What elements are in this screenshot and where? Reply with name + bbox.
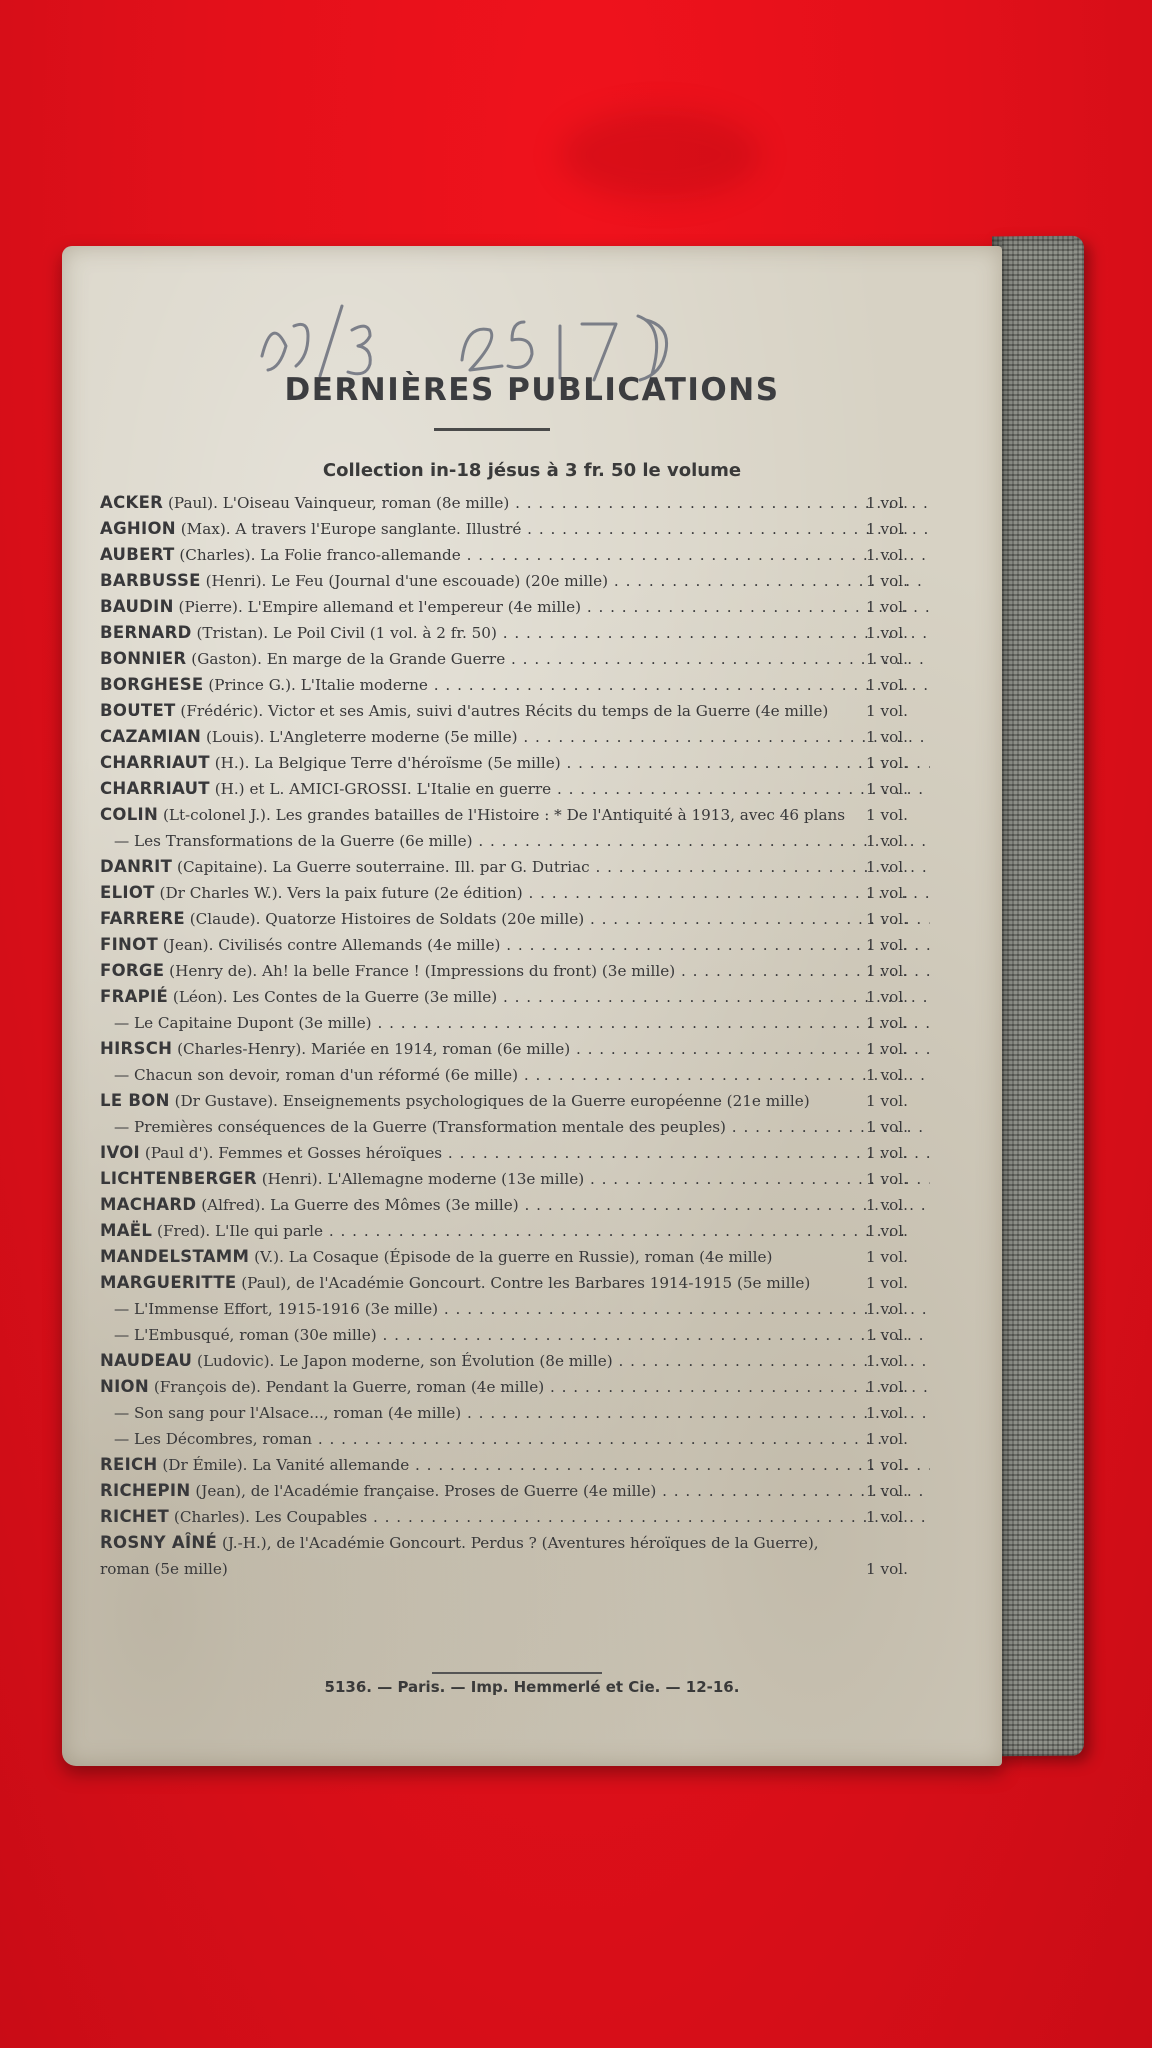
entry-title: (Henry de). Ah! la belle France ! (Impressions du front) (3e mille)	[169, 962, 676, 980]
publication-entry	[100, 854, 930, 880]
entry-title: Son sang pour l'Alsace..., roman (4e mille)	[134, 1404, 462, 1422]
entry-title: (Dr Charles W.). Vers la paix future (2e édition)	[159, 884, 523, 902]
printer-imprint: 5136. — Paris. — Imp. Hemmerlé et Cie. — 12-16.	[324, 1678, 740, 1696]
publication-entry	[100, 1114, 930, 1140]
entry-volume-count: 1 vol.	[866, 1560, 908, 1578]
entry-volume-count: 1 vol.	[866, 572, 908, 590]
entry-author: ELIOT	[100, 883, 155, 902]
entry-title: (Frédéric). Victor et ses Amis, suivi d'autres Récits du temps de la Guerre (4e mille)	[180, 702, 829, 720]
entry-title: (Paul d'). Femmes et Gosses héroïques	[144, 1144, 443, 1162]
publication-entry	[100, 542, 930, 568]
entry-volume-count: 1 vol.	[866, 1274, 908, 1292]
page-title: DERNIÈRES PUBLICATIONS	[284, 372, 780, 408]
publication-entry	[100, 490, 930, 516]
entry-author: LICHTENBERGER	[100, 1169, 257, 1188]
publication-entry	[100, 516, 930, 542]
publication-entry	[100, 1296, 930, 1322]
entry-title: (Dr Gustave). Enseignements psychologiques de la Guerre européenne (21e mille)	[174, 1092, 810, 1110]
publication-entry	[100, 568, 930, 594]
entry-author: NAUDEAU	[100, 1351, 193, 1370]
entry-volume-count: 1 vol.	[866, 598, 908, 616]
entry-title: (Paul). L'Oiseau Vainqueur, roman (8e mille)	[167, 494, 510, 512]
entry-author: —	[114, 1066, 130, 1084]
entry-author: CHARRIAUT	[100, 753, 210, 772]
entry-author: CHARRIAUT	[100, 779, 210, 798]
entry-author: REICH	[100, 1455, 158, 1474]
publication-entry	[100, 724, 930, 750]
entry-author: BAUDIN	[100, 597, 174, 616]
entry-author: RICHEPIN	[100, 1481, 191, 1500]
entry-volume-count: 1 vol.	[866, 1014, 908, 1032]
publication-entry	[100, 1504, 930, 1530]
entry-title: (Jean), de l'Académie française. Proses de Guerre (4e mille)	[195, 1482, 657, 1500]
background-stain	[560, 110, 760, 200]
publication-entry	[100, 1400, 930, 1426]
publication-entry	[100, 1192, 930, 1218]
entry-author: —	[114, 1404, 130, 1422]
entry-volume-count: 1 vol.	[866, 910, 908, 928]
entry-volume-count: 1 vol.	[866, 1378, 908, 1396]
entry-title: (Ludovic). Le Japon moderne, son Évolution (8e mille)	[197, 1352, 613, 1370]
publication-entry	[100, 1478, 930, 1504]
entry-author: MARGUERITTE	[100, 1273, 237, 1292]
entry-title: Premières conséquences de la Guerre (Transformation mentale des peuples)	[134, 1118, 726, 1136]
entry-author: HIRSCH	[100, 1039, 173, 1058]
publication-entry	[100, 776, 930, 802]
publication-entry	[100, 1426, 930, 1452]
entry-volume-count: 1 vol.	[866, 546, 908, 564]
entry-volume-count: 1 vol.	[866, 728, 908, 746]
entry-author: FARRERE	[100, 909, 185, 928]
entry-title: Les Transformations de la Guerre (6e mille)	[134, 832, 473, 850]
publication-entry	[100, 1062, 930, 1088]
entry-author: MACHARD	[100, 1195, 197, 1214]
entry-title: Les Décombres, roman	[134, 1430, 312, 1448]
entry-author: BARBUSSE	[100, 571, 201, 590]
entry-volume-count: 1 vol.	[866, 1118, 908, 1136]
publication-list	[100, 490, 930, 1582]
entry-volume-count: 1 vol.	[866, 780, 908, 798]
entry-title: (François de). Pendant la Guerre, roman (4e mille)	[153, 1378, 545, 1396]
entry-title: (Charles). La Folie franco-allemande	[179, 546, 461, 564]
entry-title: (Tristan). Le Poil Civil (1 vol. à 2 fr. 50)	[196, 624, 497, 642]
entry-author: BERNARD	[100, 623, 192, 642]
entry-volume-count: 1 vol.	[866, 1040, 908, 1058]
publication-entry	[100, 1244, 930, 1270]
entry-volume-count: 1 vol.	[866, 832, 908, 850]
publication-entry	[100, 750, 930, 776]
entry-title: (H.) et L. AMICI-GROSSI. L'Italie en guerre	[214, 780, 552, 798]
collection-subtitle: Collection in-18 jésus à 3 fr. 50 le volume	[322, 460, 742, 481]
entry-title: (Claude). Quatorze Histoires de Soldats (20e mille)	[189, 910, 585, 928]
entry-author: FRAPIÉ	[100, 987, 169, 1006]
entry-author: DANRIT	[100, 857, 173, 876]
publication-entry	[100, 1036, 930, 1062]
entry-title: (Max). A travers l'Europe sanglante. Illustré	[180, 520, 522, 538]
entry-volume-count: 1 vol.	[866, 1222, 908, 1240]
entry-title: (Gaston). En marge de la Grande Guerre	[191, 650, 506, 668]
entry-volume-count: 1 vol.	[866, 1456, 908, 1474]
publication-entry	[100, 1348, 930, 1374]
entry-author: —	[114, 1014, 130, 1032]
back-cover	[62, 246, 1002, 1766]
publication-entry	[100, 1322, 930, 1348]
entry-title: (Louis). L'Angleterre moderne (5e mille)	[205, 728, 518, 746]
entry-author: —	[114, 1300, 130, 1318]
publication-entry	[100, 672, 930, 698]
publication-entry	[100, 1010, 930, 1036]
entry-author: CAZAMIAN	[100, 727, 202, 746]
entry-author: FORGE	[100, 961, 165, 980]
entry-volume-count: 1 vol.	[866, 936, 908, 954]
publication-entry	[100, 594, 930, 620]
book	[62, 236, 1082, 1776]
entry-author: —	[114, 1326, 130, 1344]
publication-entry	[100, 1140, 930, 1166]
entry-volume-count: 1 vol.	[866, 1300, 908, 1318]
entry-volume-count: 1 vol.	[866, 988, 908, 1006]
entry-title: (Henri). Le Feu (Journal d'une escouade) (20e mille)	[205, 572, 609, 590]
entry-title: Chacun son devoir, roman d'un réformé (6e mille)	[134, 1066, 518, 1084]
entry-title: (Jean). Civilisés contre Allemands (4e mille)	[162, 936, 501, 954]
entry-volume-count: 1 vol.	[866, 1144, 908, 1162]
entry-volume-count: 1 vol.	[866, 624, 908, 642]
title-divider	[434, 428, 550, 431]
entry-volume-count: 1 vol.	[866, 858, 908, 876]
publication-entry	[100, 958, 930, 984]
entry-title: (Charles-Henry). Mariée en 1914, roman (6e mille)	[177, 1040, 571, 1058]
entry-volume-count: 1 vol.	[866, 884, 908, 902]
entry-author: COLIN	[100, 805, 159, 824]
publication-entry	[100, 1530, 930, 1582]
entry-author: BORGHESE	[100, 675, 204, 694]
entry-author: ROSNY AÎNÉ	[100, 1533, 218, 1552]
publication-entry	[100, 1166, 930, 1192]
publication-entry	[100, 646, 930, 672]
entry-title: (Capitaine). La Guerre souterraine. Ill. par G. Dutriac	[177, 858, 590, 876]
entry-title: (Pierre). L'Empire allemand et l'empereur (4e mille)	[178, 598, 581, 616]
entry-title: (V.). La Cosaque (Épisode de la guerre en Russie), roman (4e mille)	[254, 1248, 773, 1266]
entry-title: (J.-H.), de l'Académie Goncourt. Perdus ? (Aventures héroïques de la Guerre), roman (5e mille)	[100, 1534, 819, 1578]
publication-entry	[100, 906, 930, 932]
entry-volume-count: 1 vol.	[866, 1196, 908, 1214]
entry-volume-count: 1 vol.	[866, 1066, 908, 1084]
entry-volume-count: 1 vol.	[866, 1092, 908, 1110]
entry-volume-count: 1 vol.	[866, 1248, 908, 1266]
publication-entry	[100, 984, 930, 1010]
entry-title: (Charles). Les Coupables	[173, 1508, 368, 1526]
entry-title: (H.). La Belgique Terre d'héroïsme (5e mille)	[214, 754, 561, 772]
entry-title: (Fred). L'Ile qui parle	[157, 1222, 324, 1240]
entry-volume-count: 1 vol.	[866, 806, 908, 824]
entry-volume-count: 1 vol.	[866, 1430, 908, 1448]
entry-author: LE BON	[100, 1091, 170, 1110]
entry-volume-count: 1 vol.	[866, 754, 908, 772]
entry-volume-count: 1 vol.	[866, 702, 908, 720]
entry-author: MANDELSTAMM	[100, 1247, 250, 1266]
entry-title: (Lt-colonel J.). Les grandes batailles de l'Histoire : * De l'Antiquité à 1913, avec 46 plans	[162, 806, 846, 824]
publication-entry	[100, 698, 930, 724]
entry-title: Le Capitaine Dupont (3e mille)	[134, 1014, 372, 1032]
entry-author: IVOI	[100, 1143, 140, 1162]
entry-author: —	[114, 1430, 130, 1448]
entry-author: BOUTET	[100, 701, 176, 720]
entry-title: L'Embusqué, roman (30e mille)	[134, 1326, 377, 1344]
entry-author: NION	[100, 1377, 149, 1396]
publication-entry	[100, 1218, 930, 1244]
entry-author: ACKER	[100, 493, 164, 512]
entry-volume-count: 1 vol.	[866, 1352, 908, 1370]
entry-volume-count: 1 vol.	[866, 1404, 908, 1422]
publication-entry	[100, 620, 930, 646]
publication-entry	[100, 802, 930, 828]
entry-author: AUBERT	[100, 545, 175, 564]
entry-author: —	[114, 832, 130, 850]
entry-volume-count: 1 vol.	[866, 1508, 908, 1526]
entry-title: (Dr Émile). La Vanité allemande	[162, 1456, 410, 1474]
entry-author: FINOT	[100, 935, 159, 954]
entry-volume-count: 1 vol.	[866, 962, 908, 980]
publication-entry	[100, 1270, 930, 1296]
entry-title: (Henri). L'Allemagne moderne (13e mille)	[261, 1170, 585, 1188]
publication-entry	[100, 1088, 930, 1114]
entry-title: (Léon). Les Contes de la Guerre (3e mille)	[172, 988, 498, 1006]
publication-entry	[100, 932, 930, 958]
book-spine	[992, 236, 1084, 1757]
entry-title: (Prince G.). L'Italie moderne	[208, 676, 428, 694]
entry-author: —	[114, 1118, 130, 1136]
entry-volume-count: 1 vol.	[866, 1326, 908, 1344]
entry-author: MAËL	[100, 1221, 153, 1240]
publication-entry	[100, 1374, 930, 1400]
entry-volume-count: 1 vol.	[866, 1170, 908, 1188]
entry-title: (Alfred). La Guerre des Mômes (3e mille)	[201, 1196, 519, 1214]
publication-entry	[100, 880, 930, 906]
entry-author: AGHION	[100, 519, 176, 538]
entry-title: (Paul), de l'Académie Goncourt. Contre les Barbares 1914-1915 (5e mille)	[241, 1274, 811, 1292]
entry-volume-count: 1 vol.	[866, 494, 908, 512]
entry-author: BONNIER	[100, 649, 187, 668]
entry-volume-count: 1 vol.	[866, 650, 908, 668]
imprint-divider	[432, 1672, 602, 1674]
publication-entry	[100, 828, 930, 854]
entry-title: L'Immense Effort, 1915-1916 (3e mille)	[134, 1300, 439, 1318]
entry-volume-count: 1 vol.	[866, 1482, 908, 1500]
publication-entry	[100, 1452, 930, 1478]
entry-volume-count: 1 vol.	[866, 520, 908, 538]
entry-author: RICHET	[100, 1507, 170, 1526]
entry-volume-count: 1 vol.	[866, 676, 908, 694]
